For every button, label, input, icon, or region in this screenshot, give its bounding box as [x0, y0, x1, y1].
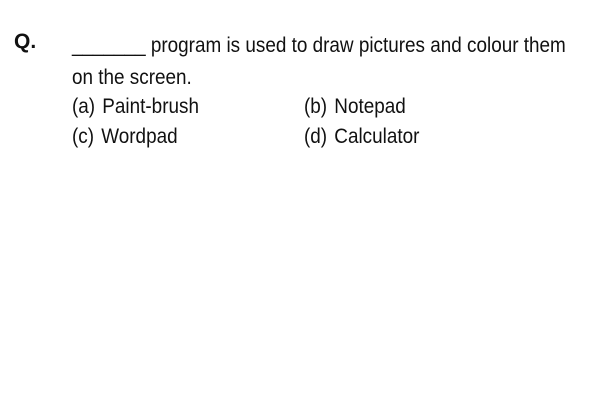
- option-c-text: Wordpad: [101, 125, 178, 148]
- question-text: [72, 30, 566, 94]
- answer-options: [72, 92, 592, 156]
- option-a-letter: (a): [72, 95, 96, 118]
- option-d-text: Calculator: [334, 125, 420, 148]
- option-d-letter: (d): [304, 125, 328, 148]
- option-d: [304, 122, 419, 152]
- option-c: [72, 122, 178, 152]
- question-text-line-2: on the screen.: [72, 66, 192, 89]
- option-b: [304, 92, 406, 122]
- question-label: Q.: [14, 30, 37, 53]
- option-c-letter: (c): [72, 125, 95, 148]
- option-b-text: Notepad: [334, 95, 406, 118]
- option-b-letter: (b): [304, 95, 328, 118]
- question-text-line-1: _______ program is used to draw pictures and colour them: [72, 34, 566, 57]
- option-a: [72, 92, 199, 122]
- option-a-text: Paint-brush: [102, 95, 199, 118]
